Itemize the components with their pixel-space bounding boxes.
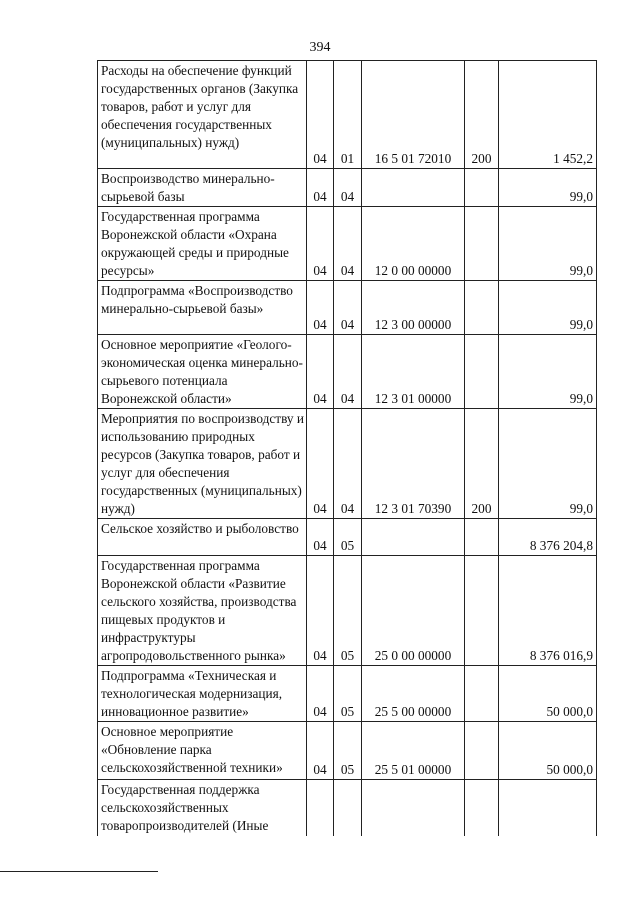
row-target-code: 12 3 01 00000 xyxy=(362,335,465,409)
table-row xyxy=(98,61,597,169)
footnote-separator xyxy=(0,871,158,872)
row-amount: 8 376 204,8 xyxy=(499,519,597,556)
row-expense-type xyxy=(465,519,499,556)
row-target-code: 12 0 00 00000 xyxy=(362,207,465,281)
table-row xyxy=(98,335,597,409)
row-name: Мероприятия по воспроизводству и использованию природных ресурсов (Закупка товаров, работ и услуг для обеспечения государственных (муниципальных) нужд) xyxy=(98,409,307,519)
row-expense-type xyxy=(465,780,499,836)
table-row xyxy=(98,169,597,207)
row-subsection: 04 xyxy=(334,409,362,519)
table-row xyxy=(98,556,597,666)
row-section: 04 xyxy=(307,519,334,556)
row-amount: 99,0 xyxy=(499,409,597,519)
row-amount: 1 452,2 xyxy=(499,61,597,169)
row-expense-type: 200 xyxy=(465,409,499,519)
row-subsection: 01 xyxy=(334,61,362,169)
row-section: 04 xyxy=(307,722,334,780)
row-expense-type xyxy=(465,556,499,666)
row-expense-type xyxy=(465,281,499,335)
table-row xyxy=(98,409,597,519)
row-expense-type xyxy=(465,335,499,409)
row-amount: 99,0 xyxy=(499,207,597,281)
row-name: Подпрограмма «Воспроизводство минерально-сырьевой базы» xyxy=(98,281,307,335)
row-target-code: 16 5 01 72010 xyxy=(362,61,465,169)
row-section: 04 xyxy=(307,335,334,409)
row-subsection: 05 xyxy=(334,519,362,556)
row-expense-type xyxy=(465,666,499,722)
row-target-code: 25 0 00 00000 xyxy=(362,556,465,666)
row-amount xyxy=(499,780,597,836)
row-amount: 50 000,0 xyxy=(499,666,597,722)
row-target-code xyxy=(362,519,465,556)
table-row xyxy=(98,519,597,556)
row-section: 04 xyxy=(307,281,334,335)
row-subsection: 05 xyxy=(334,556,362,666)
row-section: 04 xyxy=(307,409,334,519)
row-subsection: 04 xyxy=(334,169,362,207)
row-target-code xyxy=(362,780,465,836)
budget-table xyxy=(97,60,597,836)
row-name: Государственная программа Воронежской области «Развитие сельского хозяйства, производства пищевых продуктов и инфраструктуры агропродовольственного рынка» xyxy=(98,556,307,666)
row-target-code: 25 5 01 00000 xyxy=(362,722,465,780)
row-amount: 99,0 xyxy=(499,335,597,409)
row-amount: 8 376 016,9 xyxy=(499,556,597,666)
row-expense-type xyxy=(465,169,499,207)
row-amount: 99,0 xyxy=(499,169,597,207)
row-subsection xyxy=(334,780,362,836)
table-row xyxy=(98,780,597,836)
row-name: Государственная поддержка сельскохозяйственных товаропроизводителей (Иные xyxy=(98,780,307,836)
row-amount: 99,0 xyxy=(499,281,597,335)
row-name: Расходы на обеспечение функций государственных органов (Закупка товаров, работ и услуг для обеспечения государственных (муниципальных) нужд) xyxy=(98,61,307,169)
row-section: 04 xyxy=(307,207,334,281)
page-number: 394 xyxy=(309,40,331,55)
row-target-code: 12 3 00 00000 xyxy=(362,281,465,335)
row-section: 04 xyxy=(307,169,334,207)
row-subsection: 04 xyxy=(334,207,362,281)
table-row xyxy=(98,207,597,281)
row-name: Государственная программа Воронежской области «Охрана окружающей среды и природные ресурсы» xyxy=(98,207,307,281)
row-section xyxy=(307,780,334,836)
row-subsection: 04 xyxy=(334,281,362,335)
row-name: Основное мероприятие «Обновление парка сельскохозяйственной техники» xyxy=(98,722,307,780)
table-row xyxy=(98,281,597,335)
table-row xyxy=(98,722,597,780)
row-expense-type: 200 xyxy=(465,61,499,169)
row-expense-type xyxy=(465,207,499,281)
row-name: Основное мероприятие «Геолого-экономическая оценка минерально-сырьевого потенциала Воронежской области» xyxy=(98,335,307,409)
row-section: 04 xyxy=(307,61,334,169)
row-subsection: 04 xyxy=(334,335,362,409)
row-name: Воспроизводство минерально-сырьевой базы xyxy=(98,169,307,207)
row-amount: 50 000,0 xyxy=(499,722,597,780)
row-name: Сельское хозяйство и рыболовство xyxy=(98,519,307,556)
table-row xyxy=(98,666,597,722)
row-expense-type xyxy=(465,722,499,780)
row-name: Подпрограмма «Техническая и технологическая модернизация, инновационное развитие» xyxy=(98,666,307,722)
row-target-code xyxy=(362,169,465,207)
row-subsection: 05 xyxy=(334,722,362,780)
row-section: 04 xyxy=(307,666,334,722)
row-target-code: 12 3 01 70390 xyxy=(362,409,465,519)
row-section: 04 xyxy=(307,556,334,666)
row-subsection: 05 xyxy=(334,666,362,722)
row-target-code: 25 5 00 00000 xyxy=(362,666,465,722)
